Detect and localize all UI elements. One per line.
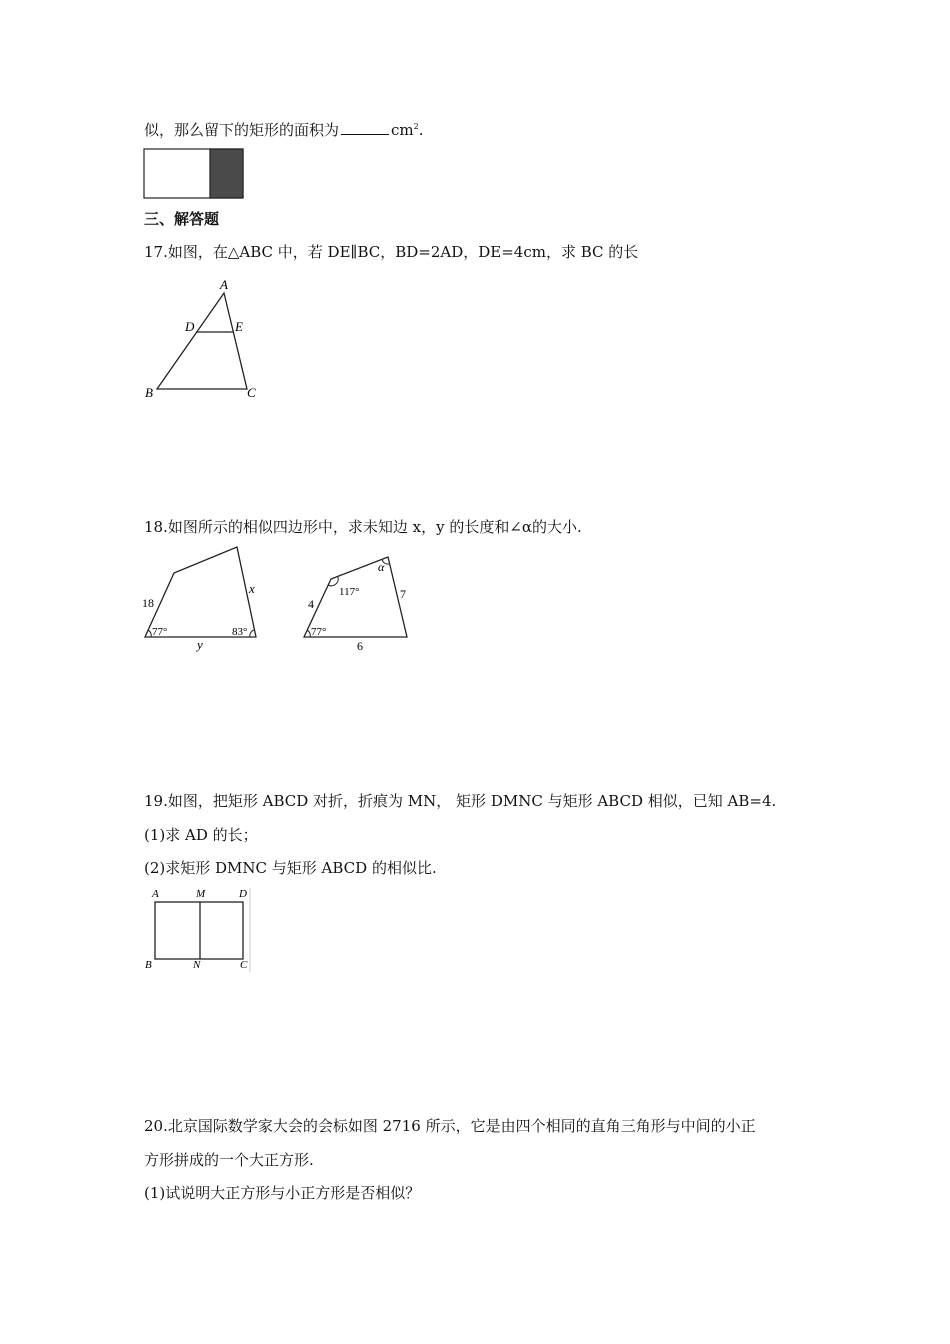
- shaded-square: [210, 149, 243, 198]
- q20-sub1: (1)试说明大正方形与小正方形是否相似？: [144, 1184, 421, 1202]
- q16-text: [144, 117, 424, 140]
- q16-rectangle-figure: [143, 148, 245, 200]
- label-b: B: [145, 385, 153, 400]
- q19-sub2: (2)求矩形 DMNC 与矩形 ABCD 的相似比.: [144, 859, 437, 877]
- label-a: A: [152, 888, 159, 900]
- right-side-6: 6: [357, 639, 363, 653]
- label-c: C: [240, 959, 248, 971]
- left-angle-83: 83°: [232, 626, 248, 638]
- left-angle-mark-2: [250, 630, 254, 637]
- left-side-y: y: [197, 637, 203, 652]
- q16-unit: cm: [391, 121, 414, 139]
- left-quadrilateral: [145, 547, 256, 637]
- right-side-7: 7: [400, 587, 406, 601]
- q18-quadrilaterals-figure: [138, 540, 438, 655]
- left-side-x: x: [249, 581, 255, 596]
- q16-unit-sup: 2: [413, 122, 419, 131]
- q17-triangle-figure: [140, 275, 270, 405]
- q19-text: 19.如图，把矩形 ABCD 对折，折痕为 MN， 矩形 DMNC 与矩形 ABCD 相似，已知 AB=4.: [144, 792, 777, 810]
- q19-rectangle-figure: [140, 884, 260, 976]
- q16-end: .: [418, 121, 424, 139]
- left-angle-77: 77°: [152, 626, 168, 638]
- label-n: N: [193, 959, 201, 971]
- right-side-4: 4: [308, 597, 314, 611]
- q20-text-line2: 方形拼成的一个大正方形.: [144, 1151, 314, 1169]
- right-angle-117: 117°: [339, 586, 360, 598]
- left-side-18: 18: [142, 596, 154, 610]
- label-a: A: [220, 277, 228, 292]
- label-c: C: [247, 385, 256, 400]
- rectangle-abcd: [155, 902, 243, 959]
- label-b: B: [145, 959, 152, 971]
- label-d: D: [239, 888, 247, 900]
- right-angle-77: 77°: [311, 626, 327, 638]
- left-angle-mark-1: [148, 630, 151, 637]
- q17-text: 17.如图，在△ABC 中，若 DE∥BC，BD=2AD，DE=4cm，求 BC 的长: [144, 243, 639, 261]
- label-e: E: [235, 319, 243, 334]
- answer-blank[interactable]: [341, 120, 389, 135]
- label-d: D: [185, 319, 195, 334]
- q19-sub1: (1)求 AD 的长；: [144, 826, 258, 844]
- q20-text-line1: 20.北京国际数学家大会的会标如图 2716 所示，它是由四个相同的直角三角形与中间的小正: [144, 1117, 756, 1135]
- q18-text: 18.如图所示的相似四边形中，求未知边 x，y 的长度和∠α的大小.: [144, 518, 582, 536]
- q16-text-before: 似，那么留下的矩形的面积为: [144, 121, 340, 139]
- label-m: M: [196, 888, 206, 900]
- section-title: 三、解答题: [144, 210, 220, 228]
- right-angle-alpha: α: [378, 560, 385, 574]
- triangle-abc: [157, 293, 247, 389]
